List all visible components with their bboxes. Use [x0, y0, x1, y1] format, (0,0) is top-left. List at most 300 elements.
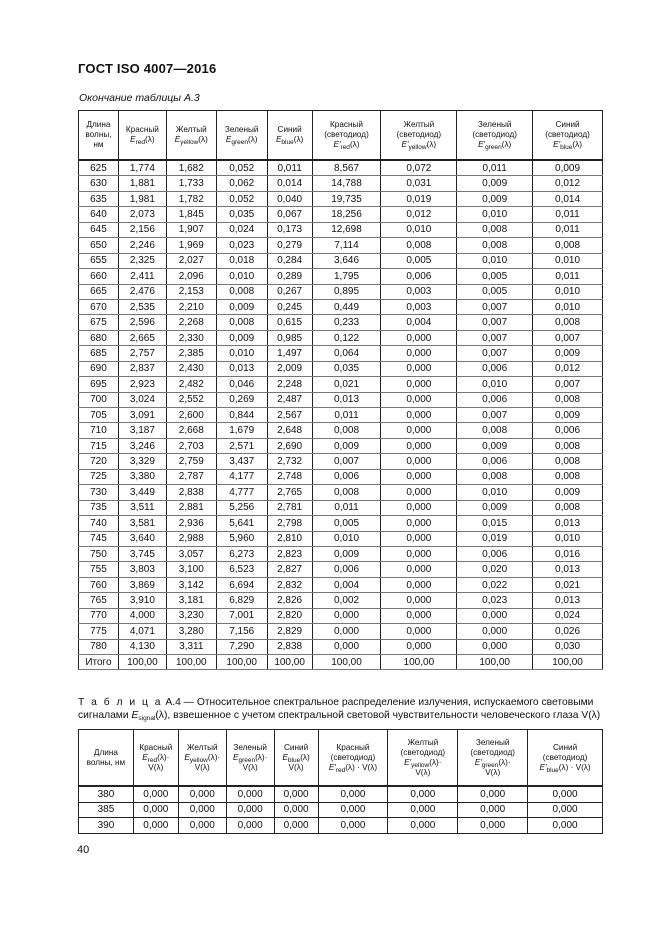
value-cell: 0,006: [312, 469, 381, 484]
table-a4-title-part1: — Относительное спектральное распределение излучения, испускаемого световыми сигналами: [78, 697, 594, 721]
value-cell: 0,008: [533, 500, 603, 515]
value-cell: 0,000: [458, 818, 528, 834]
value-cell: 3,910: [118, 593, 166, 608]
wavelength-cell: 685: [79, 346, 119, 361]
value-cell: 2,837: [118, 361, 166, 376]
formula-tail: (λ): [198, 135, 208, 144]
formula-symbol: E: [232, 752, 239, 762]
value-cell: 0,035: [216, 207, 267, 222]
wavelength-cell: 680: [79, 330, 119, 345]
value-cell: 0,010: [533, 284, 603, 299]
value-cell: 0,011: [533, 269, 603, 284]
value-cell: 0,040: [267, 191, 312, 206]
value-cell: 0,000: [312, 624, 381, 639]
column-header: [388, 730, 458, 787]
formula-subscript: green: [231, 139, 248, 146]
value-cell: 1,782: [166, 191, 216, 206]
value-cell: 0,031: [381, 176, 457, 191]
wavelength-cell: 625: [79, 160, 119, 176]
value-cell: 0,007: [312, 454, 381, 469]
value-cell: 0,289: [267, 269, 312, 284]
column-header-line: Желтый: [175, 125, 207, 134]
value-cell: 0,007: [457, 346, 533, 361]
table-row: [79, 516, 603, 531]
value-cell: 0,006: [381, 269, 457, 284]
value-cell: 0,006: [457, 546, 533, 561]
value-cell: 6,273: [216, 546, 267, 561]
column-header-line: Синий: [277, 125, 302, 134]
value-cell: 2,748: [267, 469, 312, 484]
value-cell: 0,000: [178, 802, 226, 818]
value-cell: 0,000: [133, 786, 178, 802]
value-cell: 100,00: [457, 655, 533, 670]
value-cell: 0,000: [528, 802, 603, 818]
wavelength-cell: 720: [79, 454, 119, 469]
value-cell: 2,923: [118, 377, 166, 392]
table-a4-header-row: [79, 730, 603, 787]
value-cell: 0,006: [312, 562, 381, 577]
table-row: [79, 485, 603, 500]
wavelength-cell: 635: [79, 191, 119, 206]
table-row: [79, 655, 603, 670]
column-header-line: Длина: [86, 120, 111, 129]
value-cell: 2,757: [118, 346, 166, 361]
column-header: [458, 730, 528, 787]
value-cell: 0,005: [457, 269, 533, 284]
value-cell: 3,803: [118, 562, 166, 577]
value-cell: 0,019: [381, 191, 457, 206]
table-row: [79, 408, 603, 423]
value-cell: 2,936: [166, 516, 216, 531]
value-cell: 0,004: [381, 315, 457, 330]
value-cell: 2,838: [267, 639, 312, 654]
value-cell: 1,881: [118, 176, 166, 191]
value-cell: 0,895: [312, 284, 381, 299]
value-cell: 2,665: [118, 330, 166, 345]
value-cell: 0,000: [274, 786, 318, 802]
column-header-formula: [275, 753, 318, 763]
value-cell: 0,010: [457, 377, 533, 392]
column-header-line: (светодиод): [472, 130, 517, 139]
wavelength-cell: 725: [79, 469, 119, 484]
column-header-line: Зеленый: [477, 120, 512, 129]
value-cell: 0,000: [381, 500, 457, 515]
table-row: [79, 500, 603, 515]
value-cell: 2,732: [267, 454, 312, 469]
wavelength-cell: 385: [79, 802, 134, 818]
value-cell: 0,026: [533, 624, 603, 639]
value-cell: 0,008: [533, 469, 603, 484]
table-a4-caption: [78, 696, 608, 722]
formula-symbol: E′: [401, 140, 409, 149]
value-cell: 2,787: [166, 469, 216, 484]
table-row: [79, 392, 603, 407]
value-cell: 3,329: [118, 454, 166, 469]
value-cell: 2,567: [267, 408, 312, 423]
value-cell: 8,567: [312, 160, 381, 176]
value-cell: 1,907: [166, 222, 216, 237]
formula-symbol: E′: [478, 140, 486, 149]
value-cell: 0,000: [312, 608, 381, 623]
table-row: [79, 253, 603, 268]
value-cell: 2,096: [166, 269, 216, 284]
value-cell: 0,012: [533, 361, 603, 376]
value-cell: 0,023: [457, 593, 533, 608]
value-cell: 4,777: [216, 485, 267, 500]
column-header: [267, 111, 312, 161]
value-cell: 3,187: [118, 423, 166, 438]
value-cell: 1,733: [166, 176, 216, 191]
value-cell: 0,000: [457, 639, 533, 654]
value-cell: 0,013: [216, 361, 267, 376]
value-cell: 0,011: [267, 160, 312, 176]
value-cell: 3,100: [166, 562, 216, 577]
formula-symbol: E′: [474, 757, 482, 767]
value-cell: 0,024: [533, 608, 603, 623]
value-cell: 2,411: [118, 269, 166, 284]
value-cell: 0,284: [267, 253, 312, 268]
value-cell: 0,010: [381, 222, 457, 237]
table-a4-label: Т а б л и ц а: [78, 697, 163, 708]
table-row: [79, 546, 603, 561]
value-cell: 2,476: [118, 284, 166, 299]
value-cell: 0,012: [533, 176, 603, 191]
value-cell: 0,009: [457, 438, 533, 453]
column-header-line: (светодиод): [400, 747, 446, 757]
wavelength-cell: 770: [79, 608, 119, 623]
value-cell: 0,000: [381, 408, 457, 423]
column-header-line: Красный: [330, 120, 363, 129]
formula-subscript: green: [238, 756, 256, 764]
table-row: [79, 284, 603, 299]
column-header-formula: [319, 763, 388, 773]
value-cell: 6,523: [216, 562, 267, 577]
value-cell: 2,325: [118, 253, 166, 268]
table-a3-caption: Окончание таблицы А.3: [79, 92, 200, 104]
formula-symbol: E′: [553, 140, 561, 149]
value-cell: 4,177: [216, 469, 267, 484]
value-cell: 0,000: [457, 624, 533, 639]
value-cell: 0,006: [457, 454, 533, 469]
value-cell: 0,006: [457, 361, 533, 376]
value-cell: 0,008: [457, 469, 533, 484]
value-cell: 2,330: [166, 330, 216, 345]
value-cell: 0,000: [312, 639, 381, 654]
column-header-line: Длина: [93, 747, 118, 757]
value-cell: 0,020: [457, 562, 533, 577]
value-cell: 14,788: [312, 176, 381, 191]
value-cell: 0,000: [381, 469, 457, 484]
value-cell: 2,827: [267, 562, 312, 577]
wavelength-cell: 390: [79, 818, 134, 834]
value-cell: 0,007: [457, 408, 533, 423]
value-cell: 0,000: [458, 786, 528, 802]
formula-tail: (λ): [145, 135, 155, 144]
formula-subscript: red: [335, 766, 346, 774]
value-cell: 0,021: [533, 577, 603, 592]
value-cell: 1,795: [312, 269, 381, 284]
value-cell: 2,153: [166, 284, 216, 299]
value-cell: 2,832: [267, 577, 312, 592]
value-cell: 1,969: [166, 238, 216, 253]
formula-subscript: yellow: [189, 756, 208, 764]
wavelength-cell: 715: [79, 438, 119, 453]
table-a3-body: [79, 160, 603, 670]
value-cell: 4,071: [118, 624, 166, 639]
column-header-formula: [458, 758, 527, 768]
column-header-line: V(λ): [148, 762, 164, 772]
wavelength-cell: 695: [79, 377, 119, 392]
column-header-formula: [119, 135, 166, 145]
value-cell: 0,000: [318, 802, 388, 818]
value-cell: 0,067: [267, 207, 312, 222]
value-cell: 0,009: [216, 299, 267, 314]
formula-tail: (λ): [572, 140, 582, 149]
wavelength-cell: 630: [79, 176, 119, 191]
value-cell: 0,008: [312, 485, 381, 500]
value-cell: 0,007: [533, 377, 603, 392]
value-cell: 0,000: [226, 818, 274, 834]
value-cell: 100,00: [381, 655, 457, 670]
value-cell: 0,000: [528, 786, 603, 802]
value-cell: 1,981: [118, 191, 166, 206]
table-row: [79, 361, 603, 376]
value-cell: 100,00: [533, 655, 603, 670]
column-header: [274, 730, 318, 787]
value-cell: 7,114: [312, 238, 381, 253]
wavelength-cell: 655: [79, 253, 119, 268]
formula-symbol: E: [130, 135, 136, 144]
formula-symbol: E′: [328, 762, 336, 772]
value-cell: 0,035: [312, 361, 381, 376]
column-header-formula: [167, 135, 216, 145]
value-cell: 0,000: [381, 392, 457, 407]
column-header-line: нм: [93, 140, 104, 149]
table-row: [79, 531, 603, 546]
value-cell: 0,052: [216, 191, 267, 206]
column-header-line: Желтый: [407, 737, 439, 747]
value-cell: 0,004: [312, 577, 381, 592]
wavelength-cell: 675: [79, 315, 119, 330]
value-cell: 0,008: [533, 392, 603, 407]
formula-tail: (λ): [293, 135, 304, 144]
value-cell: 0,000: [381, 361, 457, 376]
value-cell: 0,233: [312, 315, 381, 330]
value-cell: 100,00: [216, 655, 267, 670]
formula-tail: (λ): [426, 140, 437, 149]
table-row: [79, 299, 603, 314]
value-cell: 12,698: [312, 222, 381, 237]
column-header-formula: [179, 753, 226, 763]
formula-symbol: E: [184, 752, 190, 762]
value-cell: 7,001: [216, 608, 267, 623]
value-cell: 0,008: [216, 284, 267, 299]
formula-symbol: E′: [539, 762, 547, 772]
column-header-line: Зеленый: [475, 737, 510, 747]
value-cell: 0,010: [533, 299, 603, 314]
value-cell: 0,245: [267, 299, 312, 314]
wavelength-cell: 645: [79, 222, 119, 237]
value-cell: 0,615: [267, 315, 312, 330]
value-cell: 2,826: [267, 593, 312, 608]
value-cell: 0,000: [274, 802, 318, 818]
wavelength-cell: 380: [79, 786, 134, 802]
table-row: [79, 562, 603, 577]
value-cell: 100,00: [166, 655, 216, 670]
value-cell: 18,256: [312, 207, 381, 222]
column-header-line: Синий: [284, 742, 309, 752]
value-cell: 2,487: [267, 392, 312, 407]
value-cell: 0,008: [457, 238, 533, 253]
value-cell: 0,000: [381, 639, 457, 654]
value-cell: 0,000: [457, 608, 533, 623]
value-cell: 3,142: [166, 577, 216, 592]
value-cell: 0,009: [457, 191, 533, 206]
table-row: [79, 207, 603, 222]
value-cell: 1,682: [166, 160, 216, 176]
value-cell: 0,062: [216, 176, 267, 191]
value-cell: 3,280: [166, 624, 216, 639]
value-cell: 0,007: [457, 315, 533, 330]
value-cell: 2,820: [267, 608, 312, 623]
value-cell: 3,745: [118, 546, 166, 561]
value-cell: 2,823: [267, 546, 312, 561]
value-cell: 3,311: [166, 639, 216, 654]
value-cell: 0,000: [388, 818, 458, 834]
formula-tail: (λ): [501, 140, 512, 149]
value-cell: 2,535: [118, 299, 166, 314]
value-cell: 2,430: [166, 361, 216, 376]
formula-tail: (λ): [247, 135, 258, 144]
column-header: [226, 730, 274, 787]
column-header-line: V(λ): [485, 767, 501, 777]
formula-tail: (λ)·: [255, 752, 268, 762]
formula-symbol: E′: [404, 757, 412, 767]
column-header-formula: [388, 758, 457, 768]
column-header-line: Желтый: [403, 120, 435, 129]
value-cell: 0,005: [381, 253, 457, 268]
value-cell: 0,844: [216, 408, 267, 423]
column-header-line: Желтый: [186, 742, 218, 752]
formula-symbol: E: [282, 752, 288, 762]
column-header: [318, 730, 388, 787]
column-header-line: Зеленый: [224, 125, 259, 134]
value-cell: 0,000: [381, 546, 457, 561]
value-cell: 0,000: [381, 377, 457, 392]
value-cell: 4,000: [118, 608, 166, 623]
column-header-line: Синий: [552, 742, 578, 752]
column-header-formula: [528, 763, 602, 773]
value-cell: 2,482: [166, 377, 216, 392]
table-a4-symbol-sub: signal: [138, 715, 156, 722]
value-cell: 2,765: [267, 485, 312, 500]
column-header-line: волны, нм: [86, 757, 126, 767]
value-cell: 0,005: [457, 284, 533, 299]
formula-symbol: E: [174, 135, 181, 144]
value-cell: 0,008: [457, 222, 533, 237]
value-cell: 0,010: [312, 531, 381, 546]
wavelength-cell: 775: [79, 624, 119, 639]
value-cell: 0,000: [381, 577, 457, 592]
formula-tail: (λ) · V(λ): [345, 762, 378, 772]
table-a3-header-row: [79, 111, 603, 161]
value-cell: 0,000: [381, 516, 457, 531]
value-cell: 2,248: [267, 377, 312, 392]
value-cell: 0,013: [533, 516, 603, 531]
value-cell: 0,000: [178, 818, 226, 834]
formula-symbol: E: [275, 135, 282, 144]
column-header-line: (светодиод): [542, 752, 588, 762]
value-cell: 2,703: [166, 438, 216, 453]
table-row: [79, 438, 603, 453]
value-cell: 0,018: [216, 253, 267, 268]
document-header: ГОСТ ISO 4007—2016: [78, 61, 217, 76]
value-cell: 2,246: [118, 238, 166, 253]
value-cell: 0,000: [381, 485, 457, 500]
value-cell: 0,010: [533, 531, 603, 546]
value-cell: 0,011: [457, 160, 533, 176]
value-cell: 0,052: [216, 160, 267, 176]
value-cell: 0,008: [457, 423, 533, 438]
value-cell: 0,002: [312, 593, 381, 608]
column-header-formula: [457, 140, 532, 150]
table-row: [79, 454, 603, 469]
column-header-line: Красный: [139, 742, 173, 752]
value-cell: 0,000: [381, 438, 457, 453]
value-cell: 0,000: [133, 802, 178, 818]
wavelength-cell: 745: [79, 531, 119, 546]
value-cell: 2,027: [166, 253, 216, 268]
value-cell: 2,385: [166, 346, 216, 361]
value-cell: 4,130: [118, 639, 166, 654]
value-cell: 100,00: [312, 655, 381, 670]
formula-symbol: E′: [333, 140, 341, 149]
column-header-line: (светодиод): [330, 752, 376, 762]
value-cell: 0,015: [457, 516, 533, 531]
wavelength-cell: 650: [79, 238, 119, 253]
value-cell: 0,000: [133, 818, 178, 834]
formula-tail: (λ)·: [157, 752, 170, 762]
table-a4-body: [79, 786, 603, 833]
value-cell: 7,156: [216, 624, 267, 639]
table-row: [79, 315, 603, 330]
value-cell: 0,019: [457, 531, 533, 546]
value-cell: 0,279: [267, 238, 312, 253]
formula-tail: (λ) · V(λ): [558, 762, 591, 772]
value-cell: 2,073: [118, 207, 166, 222]
column-header: [216, 111, 267, 161]
value-cell: 1,774: [118, 160, 166, 176]
table-row: [79, 639, 603, 654]
value-cell: 0,003: [381, 284, 457, 299]
value-cell: 0,009: [312, 546, 381, 561]
value-cell: 0,046: [216, 377, 267, 392]
column-header: [533, 111, 603, 161]
formula-subscript: yellow: [408, 144, 427, 151]
value-cell: 3,511: [118, 500, 166, 515]
value-cell: 0,064: [312, 346, 381, 361]
table-a4-title-part2: (λ), взвешенное с учетом спектральной световой чувствительности человеческого глаза V(λ): [155, 710, 601, 721]
value-cell: 0,009: [533, 408, 603, 423]
table-row: [79, 346, 603, 361]
wavelength-cell: 740: [79, 516, 119, 531]
value-cell: 0,011: [533, 222, 603, 237]
value-cell: 0,000: [381, 562, 457, 577]
column-header-line: волны,: [85, 130, 112, 139]
wavelength-cell: 755: [79, 562, 119, 577]
value-cell: 2,571: [216, 438, 267, 453]
value-cell: 100,00: [118, 655, 166, 670]
